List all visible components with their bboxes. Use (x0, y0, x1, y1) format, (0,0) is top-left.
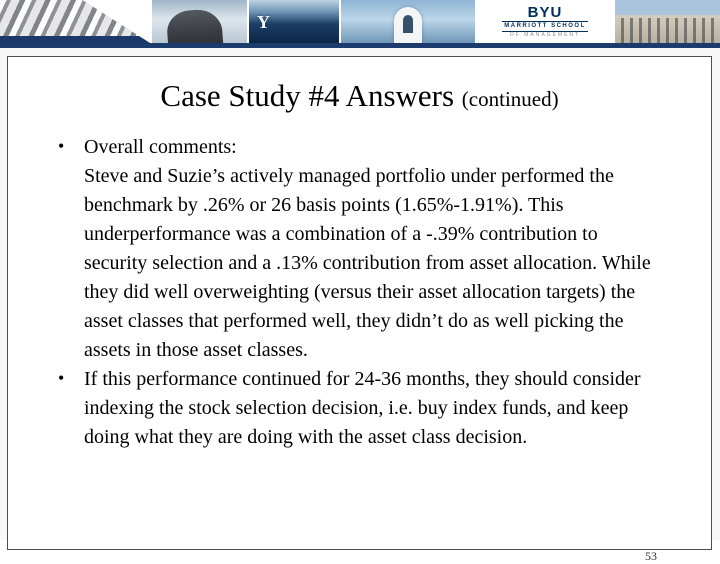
slide-title-note: (continued) (461, 87, 559, 111)
bullet-lead-text: Overall comments: (84, 136, 237, 159)
tower-shape (394, 7, 422, 43)
byu-logo-school: MARRIOTT SCHOOL (502, 21, 588, 32)
slide-title-main: Case Study #4 Answers (160, 78, 462, 113)
slide-title (8, 79, 711, 113)
y-monogram: Y (257, 12, 270, 32)
statue-photo (152, 0, 247, 43)
byu-marriott-logo (477, 0, 613, 43)
ocean-photo (249, 0, 339, 43)
bullet-body-text: If this performance continued for 24-36 months, they should consider indexing the stock selection decision, i.e. buy index funds, and keep doing what they are doing with the asset class decision. (84, 368, 641, 449)
slide-content-frame (7, 56, 712, 563)
bullet-item-recommendation (58, 365, 665, 452)
byu-logo-sub: OF MANAGEMENT (509, 31, 581, 38)
bullet-marker: • (58, 136, 65, 157)
slide-body (8, 133, 711, 452)
bullet-marker: • (58, 368, 65, 389)
page-number: 53 (645, 549, 657, 563)
banner-divider-rule (0, 43, 720, 48)
bell-tower-photo (341, 0, 475, 43)
bullet-item-overall-comments (58, 133, 665, 365)
bullet-content (84, 133, 665, 365)
header-banner (0, 0, 720, 43)
bullet-body-text: Steve and Suzie’s actively managed portfolio under performed the benchmark by .26% or 26 basis points (1.65%-1.91%). This underperformance was a combination of a -.39% contribution to security selection and a .13% contribution from asset allocation. While they did well overweighting (versus their asset allocation targets) the asset classes that performed well, they didn’t do as well picking the assets in those asset classes. (84, 165, 651, 362)
metallic-stripes-graphic (0, 0, 150, 43)
building-photo (615, 0, 720, 43)
bullet-content (84, 365, 665, 452)
byu-logo-brand: BYU (527, 3, 563, 21)
